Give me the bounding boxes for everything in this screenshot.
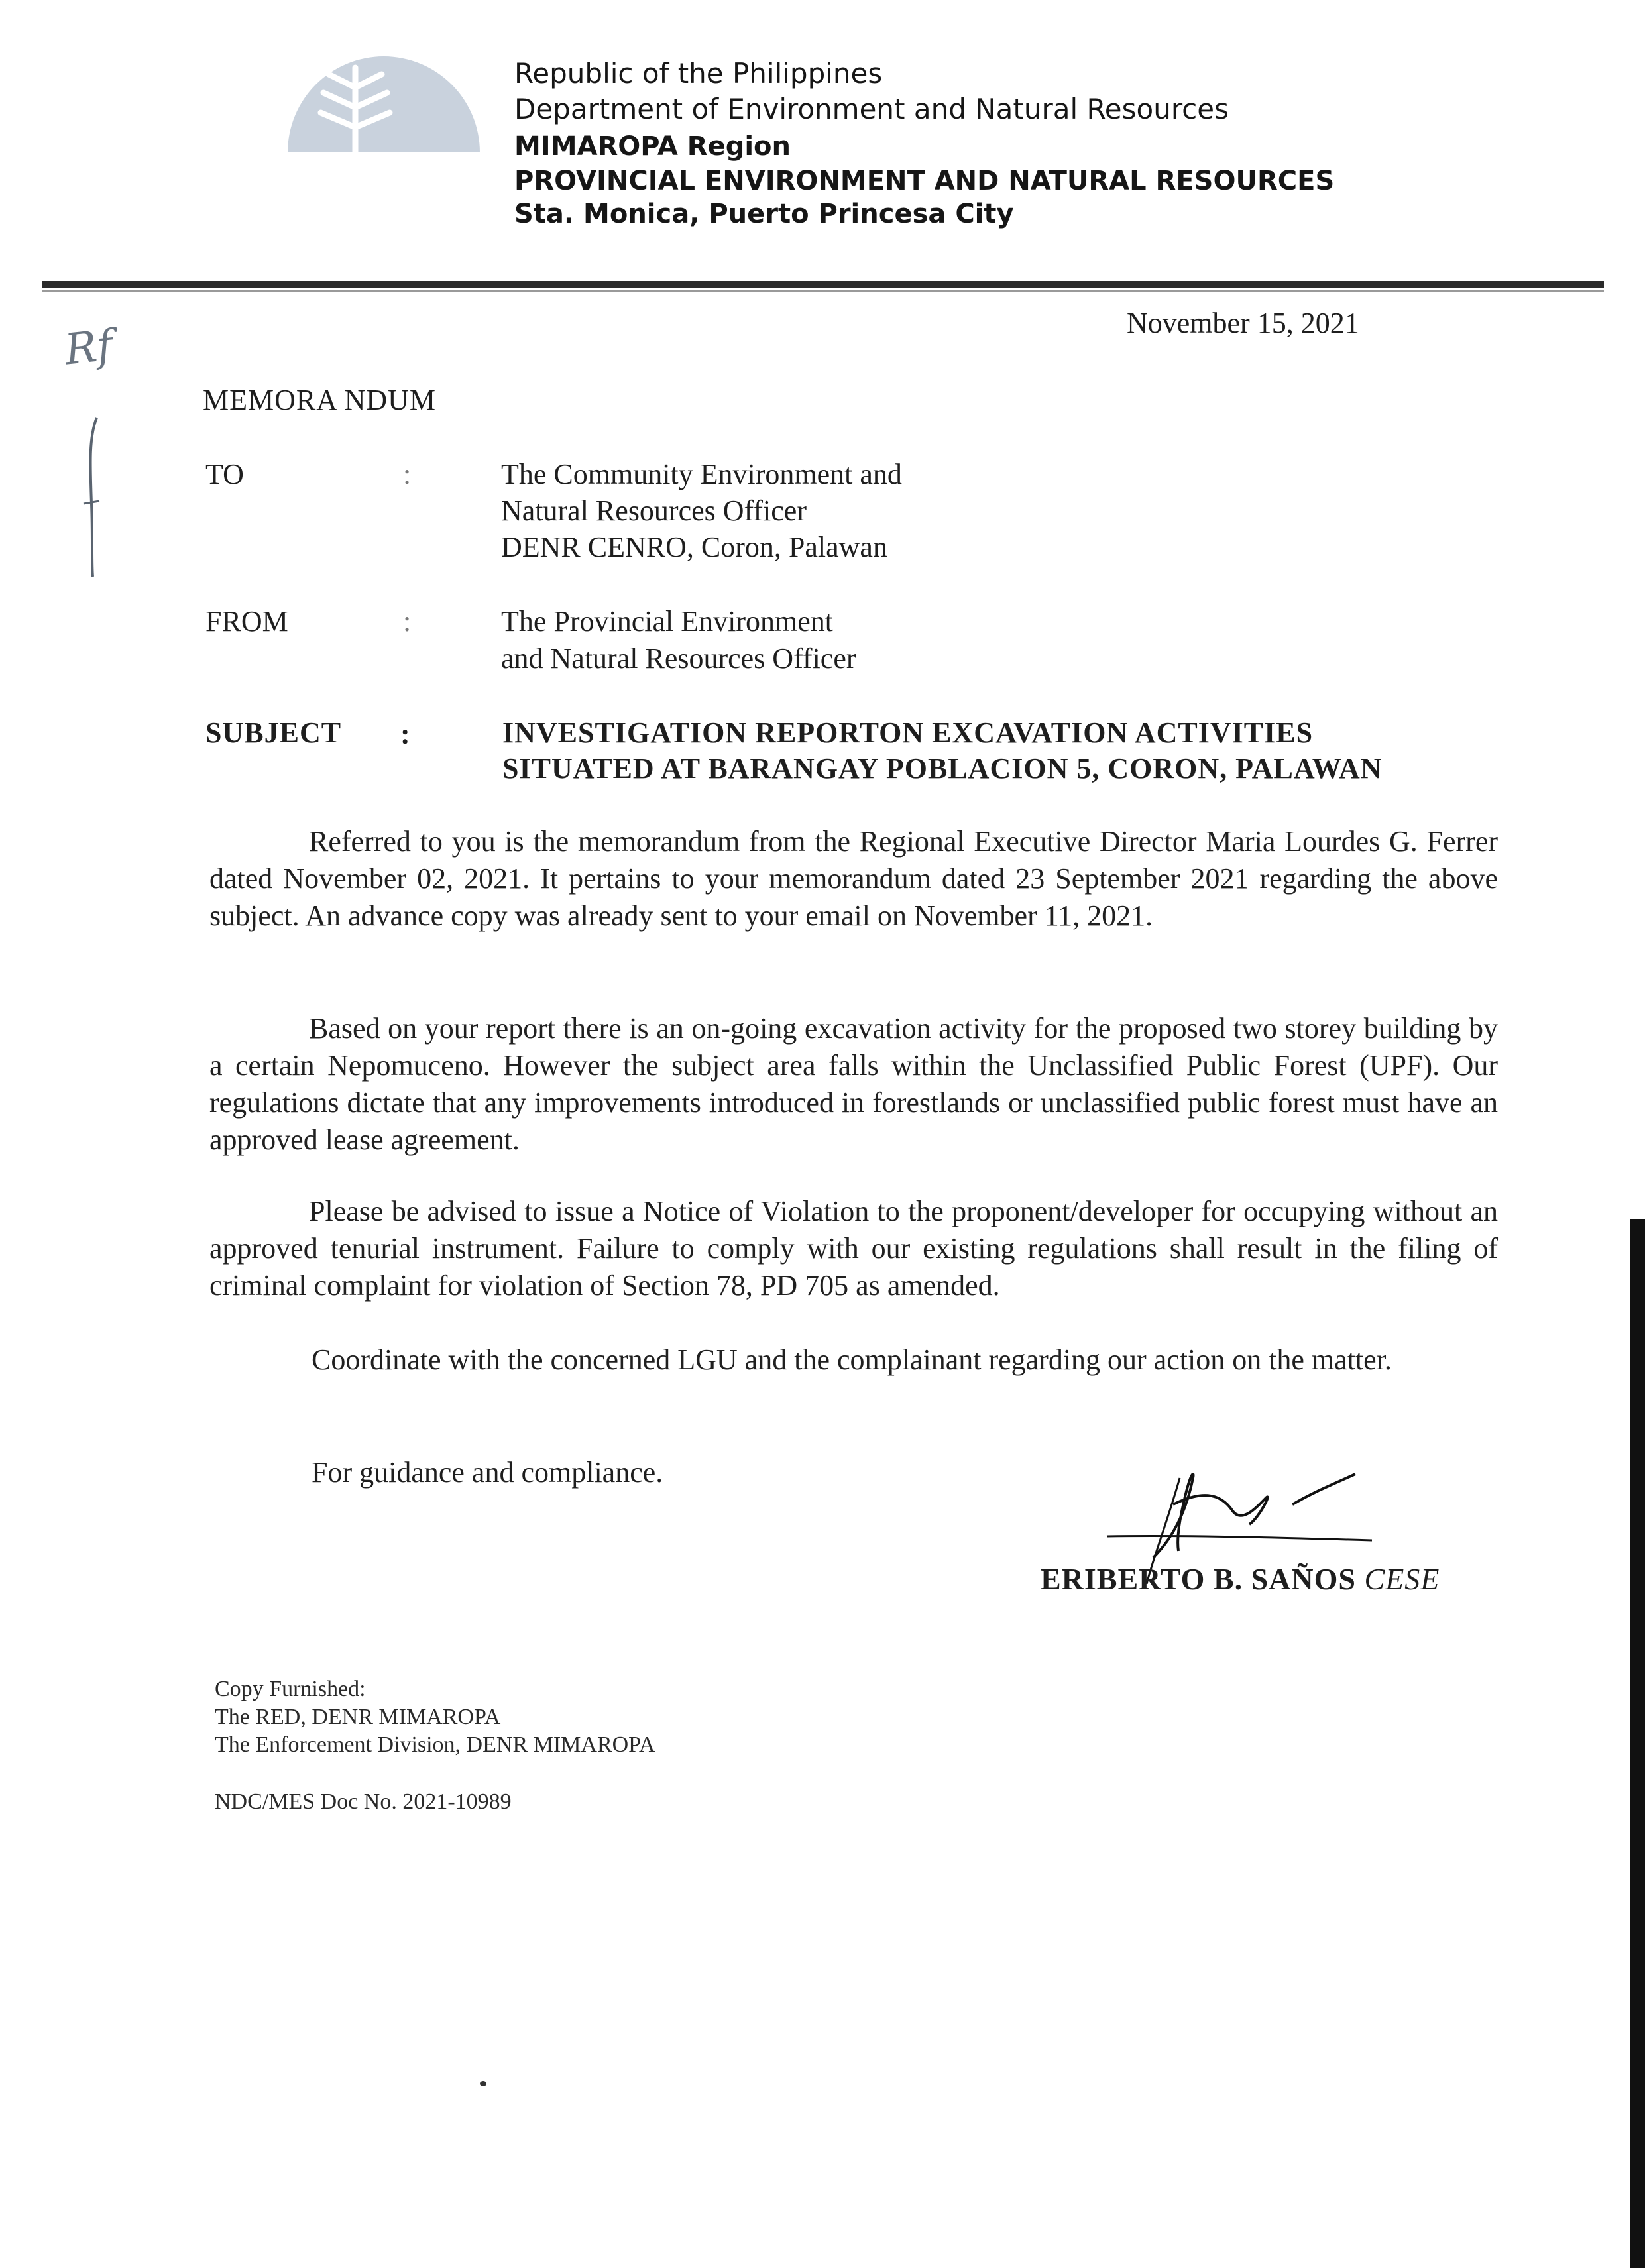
memo-date: November 15, 2021 bbox=[1127, 307, 1359, 339]
scan-edge-shadow bbox=[1630, 1219, 1645, 2268]
from-label: FROM bbox=[205, 605, 288, 638]
signatory-name bbox=[1041, 1561, 1440, 1597]
memo-title: MEMORA NDUM bbox=[203, 384, 437, 416]
to-colon: : bbox=[403, 458, 412, 490]
copy-furnished-line-2: The Enforcement Division, DENR MIMAROPA bbox=[215, 1732, 655, 1757]
body-paragraph-2: Based on your report there is an on-going excavation activity for the proposed two storey building by a certain Nepomuceno. However the subject area falls within the Unclassified Public Forest (UPF). Our regulations dictate that any improvements introduced in forestlands or unclassified public forest must have an approved lease agreement. bbox=[209, 1012, 1498, 1156]
copy-furnished-heading: Copy Furnished: bbox=[215, 1677, 366, 1701]
subject-line-2: SITUATED AT BARANGAY POBLACION 5, CORON, PALAWAN bbox=[502, 752, 1383, 785]
margin-bracket-mark bbox=[77, 411, 117, 583]
from-line-1: The Provincial Environment bbox=[501, 605, 833, 638]
letterhead-office: PROVINCIAL ENVIRONMENT AND NATURAL RESOURCES bbox=[514, 166, 1335, 196]
body-closing: For guidance and compliance. bbox=[312, 1456, 663, 1489]
letterhead-department: Department of Environment and Natural Resources bbox=[514, 93, 1229, 125]
to-label: TO bbox=[205, 458, 244, 490]
letterhead-address: Sta. Monica, Puerto Princesa City bbox=[514, 199, 1014, 229]
from-line-2: and Natural Resources Officer bbox=[501, 642, 856, 675]
to-line-2: Natural Resources Officer bbox=[501, 494, 807, 527]
margin-note: Rf bbox=[62, 321, 115, 375]
body-paragraph-1: Referred to you is the memorandum from the Regional Executive Director Maria Lourdes G. Ferrer dated November 02, 2021. It pertains to your memorandum dated 23 September 2021 regarding the above subject. An advance copy was already sent to your email on November 11, 2021. bbox=[209, 825, 1498, 932]
subject-label: SUBJECT bbox=[205, 716, 342, 749]
to-line-3: DENR CENRO, Coron, Palawan bbox=[501, 531, 887, 563]
document-number: NDC/MES Doc No. 2021-10989 bbox=[215, 1789, 512, 1814]
scan-dot bbox=[480, 2081, 486, 2086]
signatory-suffix: CESE bbox=[1364, 1562, 1440, 1596]
copy-furnished-line-1: The RED, DENR MIMAROPA bbox=[215, 1705, 501, 1729]
letterhead-republic: Republic of the Philippines bbox=[514, 57, 883, 89]
header-rule bbox=[42, 281, 1604, 288]
letterhead-region: MIMAROPA Region bbox=[514, 131, 791, 162]
subject-line-1: INVESTIGATION REPORTON EXCAVATION ACTIVITIES bbox=[502, 716, 1314, 749]
body-paragraph-3: Please be advised to issue a Notice of Violation to the proponent/developer for occupying without an approved tenurial instrument. Failure to comply with our existing regulations shall result in the filing of criminal complaint for violation of Section 78, PD 705 as amended. bbox=[209, 1195, 1498, 1302]
to-line-1: The Community Environment and bbox=[501, 458, 902, 490]
from-colon: : bbox=[403, 605, 412, 638]
header-rule-shadow bbox=[42, 290, 1604, 292]
signatory-name-text: ERIBERTO B. SAÑOS bbox=[1041, 1562, 1356, 1596]
subject-colon: : bbox=[400, 718, 411, 750]
denr-logo bbox=[281, 46, 486, 159]
body-paragraph-4: Coordinate with the concerned LGU and the complainant regarding our action on the matter. bbox=[312, 1343, 1392, 1376]
